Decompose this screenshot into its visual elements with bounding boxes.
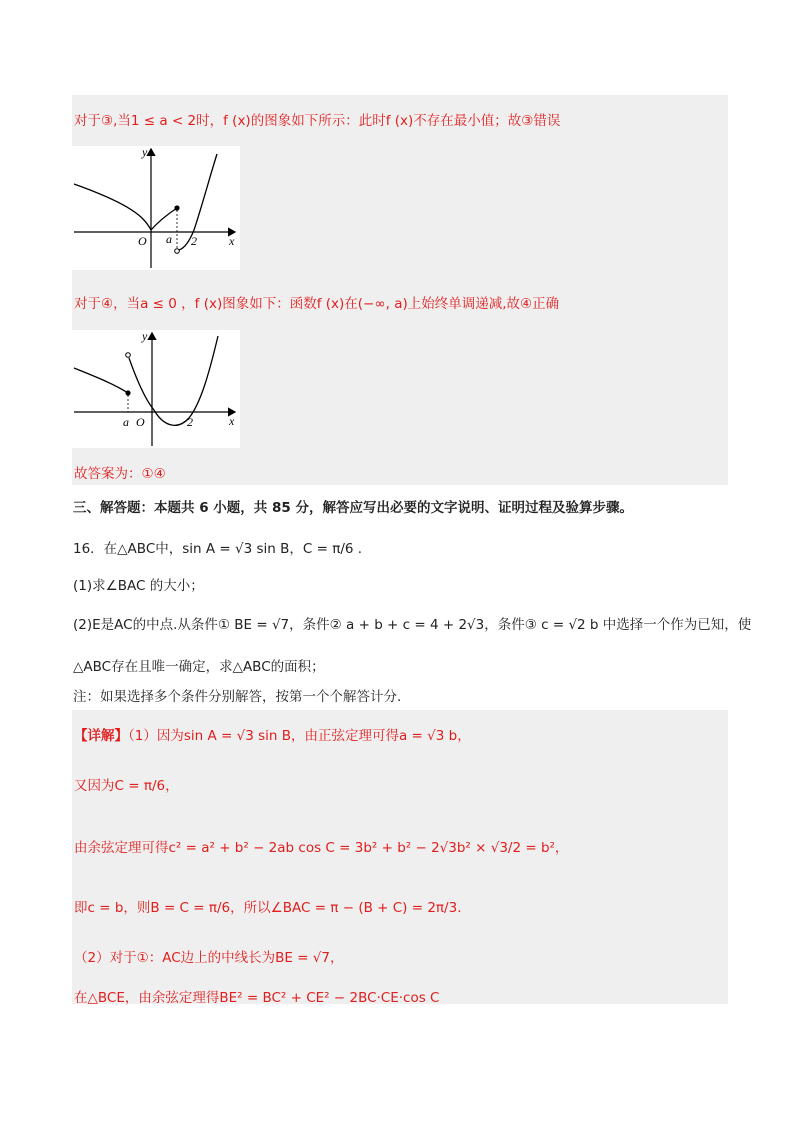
- filled-point: [125, 390, 130, 395]
- problem-16-q2-line2: △ABC存在且唯一确定，求△ABC的面积；: [73, 659, 325, 675]
- origin-label: O: [136, 415, 145, 429]
- problem-16-stem: 16．在△ABC中，sin A = √3 sin B，C = π/6 .: [73, 541, 363, 557]
- graph-figure-2: [72, 330, 240, 448]
- graph-1-svg: [72, 146, 240, 270]
- solution-line-4: 即c = b，则B = C = π/6，所以∠BAC = π − (B + C) = 2π/3.: [74, 900, 462, 916]
- filled-point: [174, 205, 179, 210]
- graph-2-svg: [72, 330, 240, 448]
- solution-line-5: （2）对于①：AC边上的中线长为BE = √7，: [74, 950, 344, 966]
- a-label: a: [166, 232, 172, 246]
- solution-step-1: （1）因为sin A = √3 sin B，由正弦定理可得a = √3 b，: [128, 728, 471, 744]
- two-label: 2: [187, 415, 193, 429]
- two-label: 2: [191, 234, 197, 248]
- graph-figure-1: [72, 146, 240, 270]
- open-point: [126, 353, 131, 358]
- y-label: y: [142, 146, 148, 159]
- case4-text: 对于④，当a ≤ 0 ，f (x)图象如下：函数f (x)在(−∞, a)上始终单调递减,故④正确: [74, 296, 560, 312]
- left-curve: [74, 184, 151, 230]
- a-label: a: [123, 415, 129, 429]
- solution-tag: 【详解】: [74, 728, 128, 744]
- x-label: x: [229, 414, 235, 428]
- case3-text: 对于③,当1 ≤ a < 2时，f (x)的图象如下所示：此时f (x)不存在最小值；故③错误: [74, 113, 561, 129]
- solution-line-3: 由余弦定理可得c² = a² + b² − 2ab cos C = 3b² + b² − 2√3b² × √3/2 = b²，: [74, 840, 569, 856]
- open-point: [175, 249, 180, 254]
- origin-label: O: [138, 234, 147, 248]
- x-label: x: [229, 234, 235, 248]
- solution-line-2: 又因为C = π/6，: [74, 778, 179, 794]
- left-curve: [74, 368, 128, 393]
- section-heading: 三、解答题：本题共 6 小题，共 85 分，解答应写出必要的文字说明、证明过程及验算步骤。: [73, 500, 633, 516]
- answer-text: 故答案为：①④: [74, 466, 166, 482]
- problem-16-note: 注：如果选择多个条件分别解答，按第一个个解答计分.: [73, 689, 402, 705]
- solution-line-6: 在△BCE，由余弦定理得BE² = BC² + CE² − 2BC·CE·cos C: [74, 990, 440, 1006]
- problem-16-q1: (1)求∠BAC 的大小；: [73, 578, 204, 594]
- y-label: y: [142, 330, 148, 343]
- middle-curve: [151, 208, 177, 230]
- solution-line-1: [74, 724, 471, 744]
- right-curve: [179, 154, 217, 250]
- problem-16-q2-line1: (2)E是AC的中点.从条件① BE = √7，条件② a + b + c = 4 + 2√3，条件③ c = √2 b 中选择一个作为已知，使: [73, 617, 752, 633]
